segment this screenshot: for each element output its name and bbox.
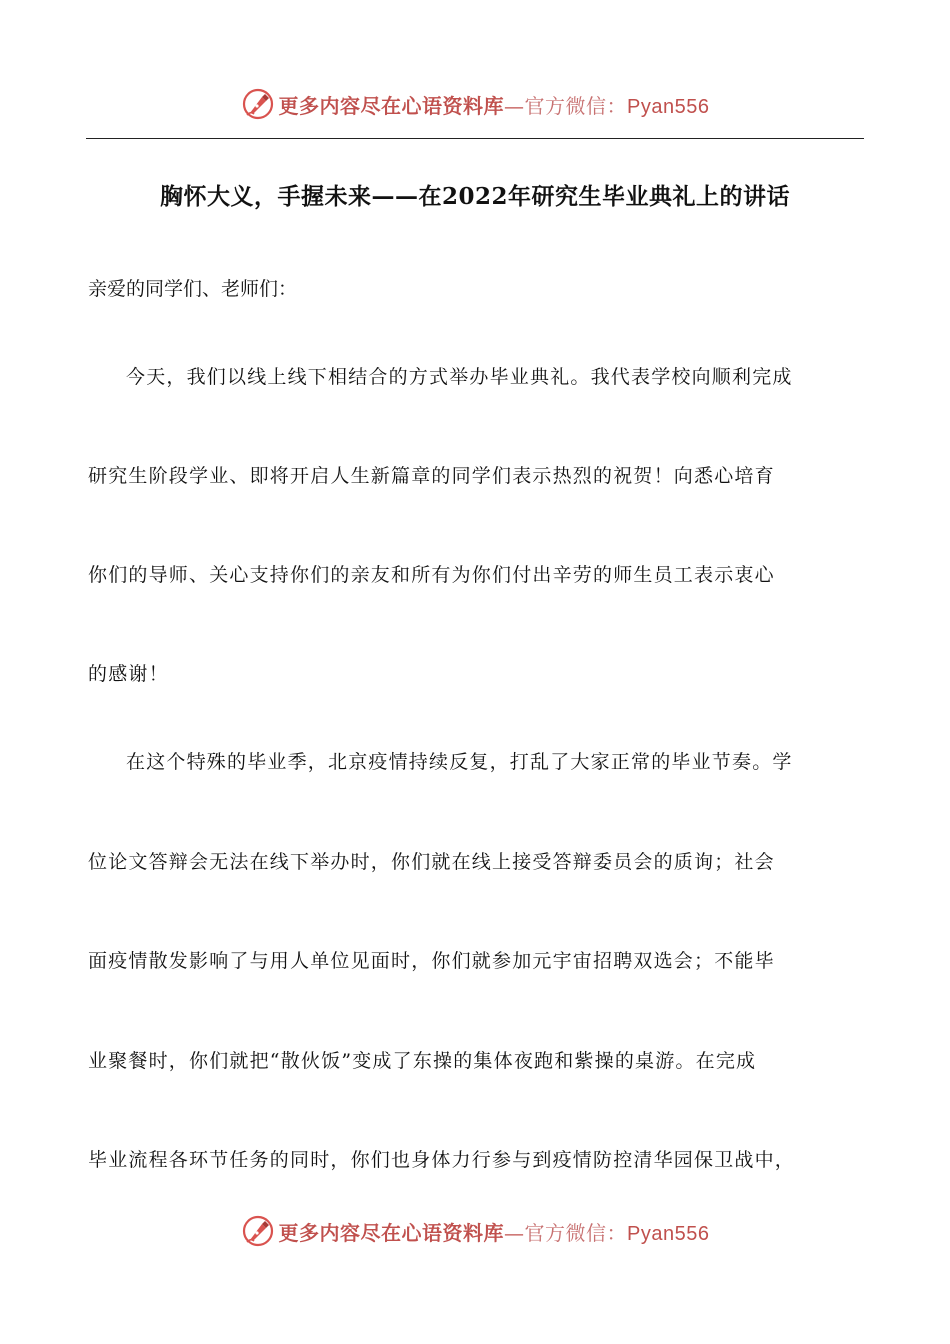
banner-brand: 更多内容尽在心语资料库 <box>278 93 505 118</box>
header-banner-text <box>279 90 710 119</box>
paragraph-line: 位论文答辩会无法在线下举办时，你们就在线上接受答辩委员会的质询；社会 <box>88 851 775 873</box>
banner-wechat-label: 官方微信： <box>524 93 628 118</box>
paragraph-line: 业聚餐时，你们就把“散伙饭”变成了东操的集体夜跑和紫操的桌游。在完成 <box>88 1050 757 1072</box>
banner-dash: — <box>504 1220 525 1245</box>
footer-banner <box>0 1211 950 1251</box>
paragraph-line: 面疫情散发影响了与用人单位见面时，你们就参加元宇宙招聘双选会；不能毕 <box>88 950 775 972</box>
banner-wechat-id: Pyan556 <box>627 1222 710 1245</box>
banner-wechat-label: 官方微信： <box>524 1220 628 1245</box>
document-title: 胸怀大义，手握未来——在2022年研究生毕业典礼上的讲话 <box>159 183 790 210</box>
paragraph-line: 今天，我们以线上线下相结合的方式举办毕业典礼。我代表学校向顺利完成 <box>126 366 793 388</box>
pen-nib-logo-icon <box>241 87 275 121</box>
paragraph-line: 你们的导师、关心支持你们的亲友和所有为你们付出辛劳的师生员工表示衷心 <box>88 564 775 586</box>
paragraph-line: 的感谢！ <box>88 663 169 685</box>
header-divider <box>86 138 864 139</box>
banner-wechat-id: Pyan556 <box>627 95 710 118</box>
paragraph-line: 研究生阶段学业、即将开启人生新篇章的同学们表示热烈的祝贺！向悉心培育 <box>88 465 775 487</box>
banner-brand: 更多内容尽在心语资料库 <box>278 1220 505 1245</box>
salutation: 亲爱的同学们、老师们： <box>88 278 298 300</box>
footer-banner-text <box>279 1217 710 1246</box>
pen-nib-logo-icon <box>241 1214 275 1248</box>
paragraph-line: 在这个特殊的毕业季，北京疫情持续反复，打乱了大家正常的毕业节奏。学 <box>126 751 793 773</box>
banner-dash: — <box>504 93 525 118</box>
header-banner <box>0 84 950 124</box>
paragraph-line: 毕业流程各环节任务的同时，你们也身体力行参与到疫情防控清华园保卫战中， <box>88 1149 796 1171</box>
